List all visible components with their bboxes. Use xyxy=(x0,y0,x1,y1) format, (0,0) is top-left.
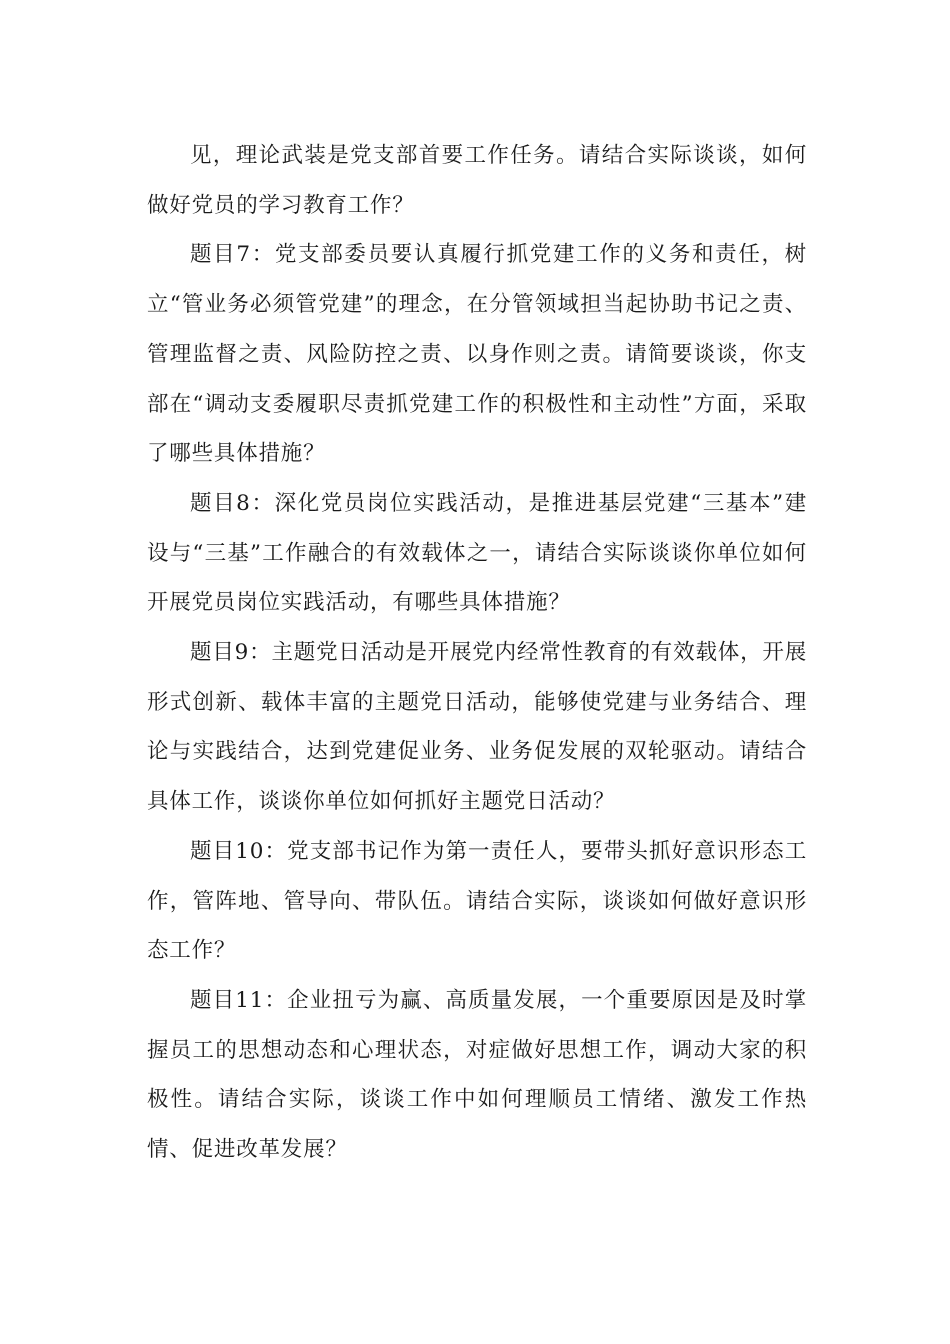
question-7 xyxy=(147,230,807,479)
question-label: 题目11： xyxy=(190,987,288,1013)
question-text: 深化党员岗位实践活动，是推进基层党建“三基本”建设与“三基”工作融合的有效载体之一，请结合实际谈谈你单位如何开展党员岗位实践活动，有哪些具体措施？ xyxy=(147,490,807,616)
question-8 xyxy=(147,479,807,628)
question-label: 题目9： xyxy=(190,640,272,666)
question-10 xyxy=(147,827,807,976)
question-text: 党支部书记作为第一责任人，要带头抓好意识形态工作，管阵地、管导向、带队伍。请结合实际，谈谈如何做好意识形态工作？ xyxy=(147,838,807,964)
question-11 xyxy=(147,976,807,1175)
question-label: 题目10： xyxy=(190,838,288,864)
question-label: 题目7： xyxy=(190,242,275,268)
question-text: 主题党日活动是开展党内经常性教育的有效载体，开展形式创新、载体丰富的主题党日活动，能够使党建与业务结合、理论与实践结合，达到党建促业务、业务促发展的双轮驱动。请结合具体工作，谈谈你单位如何抓好主题党日活动？ xyxy=(147,640,808,815)
paragraph-text: 见，理论武装是党支部首要工作任务。请结合实际谈谈，如何做好党员的学习教育工作？ xyxy=(147,143,807,218)
question-text: 党支部委员要认真履行抓党建工作的义务和责任，树立“管业务必须管党建”的理念，在分管领域担当起协助书记之责、管理监督之责、风险防控之责、以身作则之责。请简要谈谈，你支部在“调动支委履职尽责抓党建工作的积极性和主动性”方面，采取了哪些具体措施？ xyxy=(147,242,807,467)
question-text: 企业扭亏为赢、高质量发展，一个重要原因是及时掌握员工的思想动态和心理状态，对症做好思想工作，调动大家的积极性。请结合实际，谈谈工作中如何理顺员工情绪、激发工作热情、促进改革发展？ xyxy=(147,987,807,1163)
paragraph-continuation xyxy=(147,131,807,230)
document-body xyxy=(147,131,807,1175)
question-9 xyxy=(147,628,807,827)
question-label: 题目8： xyxy=(190,490,275,516)
